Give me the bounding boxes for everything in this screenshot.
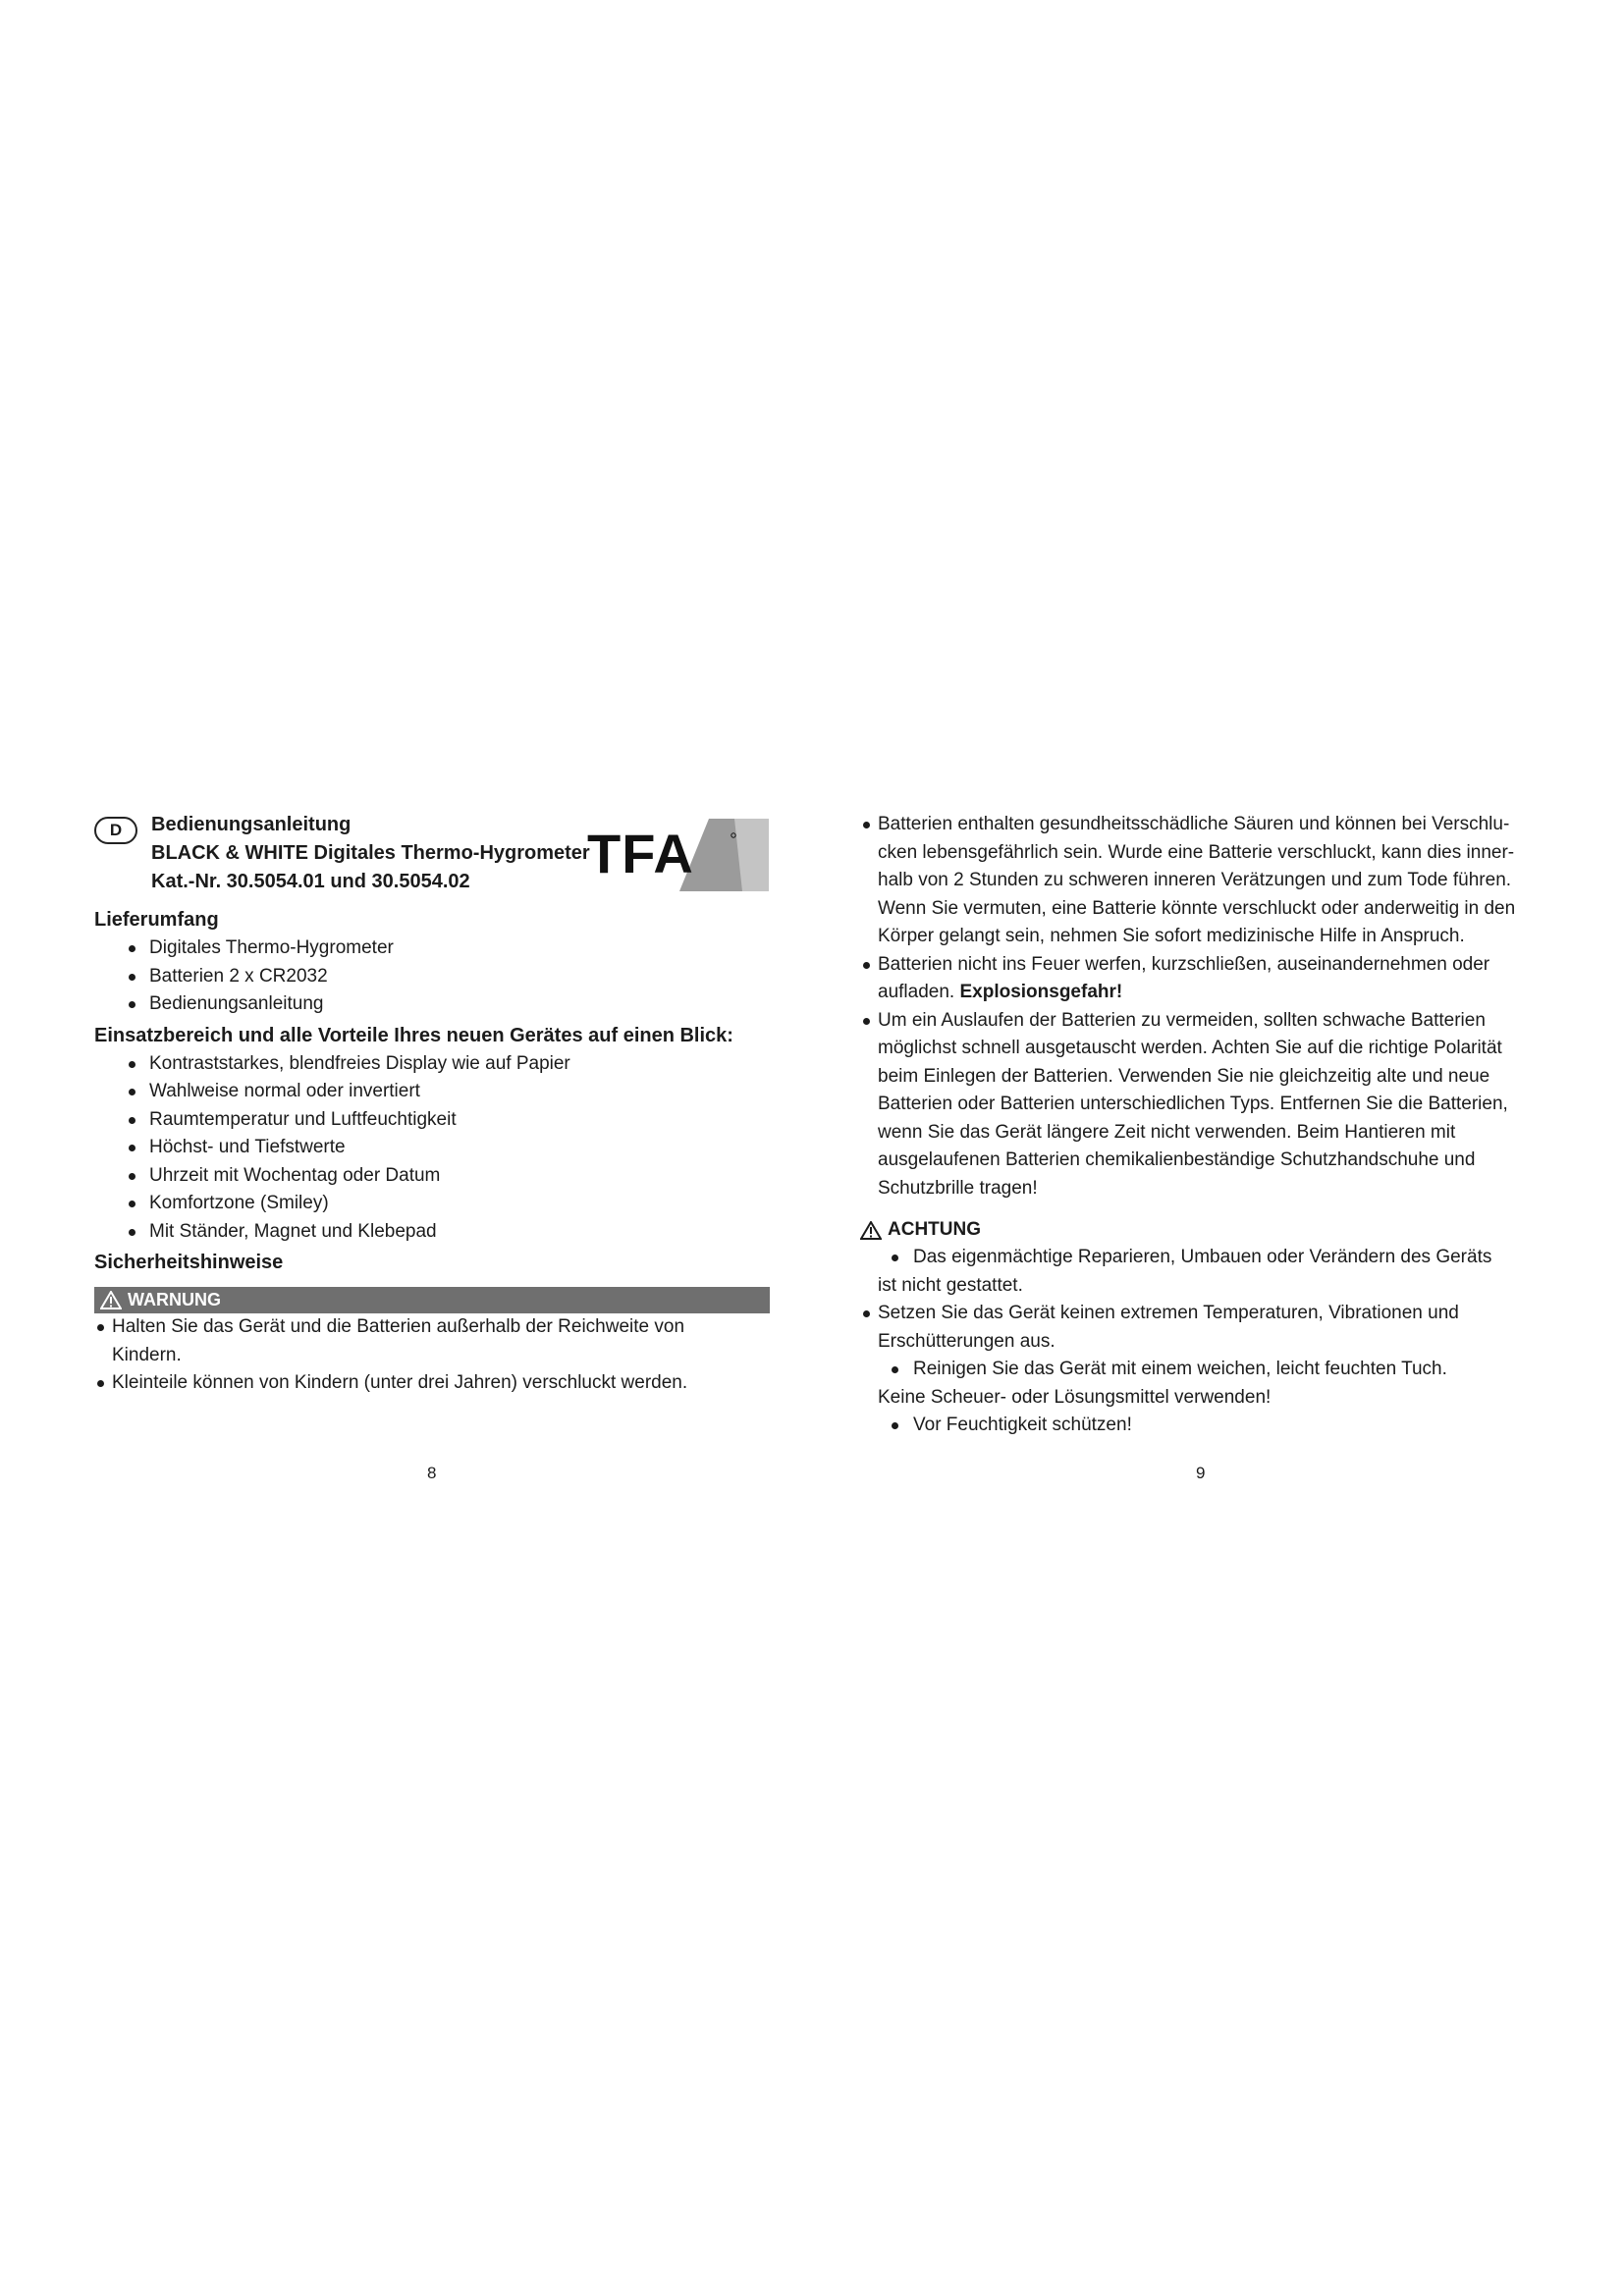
list-item: Batterien 2 x CR2032 — [94, 963, 770, 991]
warning-bar — [94, 1287, 770, 1313]
caution-point: Vor Feuchtigkeit schützen! — [860, 1412, 1538, 1440]
warning-label: WARNUNG — [128, 1290, 221, 1309]
delivery-list — [94, 934, 770, 1019]
tfa-logo — [585, 819, 769, 891]
manual-header — [94, 811, 770, 903]
product-name: BLACK & WHITE Digitales Thermo-Hygrometer — [151, 842, 590, 864]
caution-label: ACHTUNG — [888, 1219, 981, 1240]
warning-triangle-icon — [860, 1221, 882, 1240]
list-item: Digitales Thermo-Hygrometer — [94, 934, 770, 963]
battery-warning-leak: Um ein Auslaufen der Batterien zu vermeiden, sollten schwache Batterien möglichst schnell ausgetauscht werden. Achten Sie auf die richtige Polarität beim Einlegen der Batterien. Verwenden Sie nie gleichzeitig alte und neue Batterien oder Batterien unterschiedlichen Typs. Entfernen Sie die Batterien, wenn Sie das Gerät längere Zeit nicht verwenden. Beim Hantieren mit ausgelaufenen Batterien chemikalienbeständige Schutzhandschuhe und Schutzbrille tragen! — [860, 1007, 1538, 1203]
explosion-warning: Explosionsgefahr! — [959, 982, 1123, 1002]
list-item: Wahlweise normal oder invertiert — [94, 1078, 770, 1106]
caution-heading — [860, 1216, 1538, 1244]
caution-point: Das eigenmächtige Reparieren, Umbauen oder Verändern des Geräts — [860, 1244, 1538, 1272]
safety-point: Kleinteile können von Kindern (unter drei Jahren) verschluckt werden. — [94, 1369, 770, 1398]
page-number-left: 8 — [427, 1464, 437, 1482]
safety-point: Halten Sie das Gerät und die Batterien außerhalb der Reichweite von Kindern. — [94, 1313, 770, 1369]
warning-triangle-icon — [100, 1291, 122, 1309]
caution-point-cont: Keine Scheuer- oder Lösungsmittel verwenden! — [878, 1386, 1272, 1408]
battery-warning-acid: Batterien enthalten gesundheitsschädliche Säuren und können bei Verschlu- cken lebensgefährlich sein. Wurde eine Batterie verschluckt, kann dies inner- halb von 2 Stunden zu schweren inneren Verätzungen und zum Tode führen. Wenn Sie vermuten, eine Batterie könnte verschluckt oder anderweitig in den Körper gelangt sein, nehmen Sie sofort medizinische Hilfe in Anspruch. — [860, 811, 1538, 951]
battery-warning-fire: Batterien nicht ins Feuer werfen, kurzschließen, auseinandernehmen oder aufladen. Explosionsgefahr! — [860, 951, 1538, 1007]
right-page — [860, 811, 1538, 1440]
delivery-title: Lieferumfang — [94, 909, 219, 931]
list-item: Uhrzeit mit Wochentag oder Datum — [94, 1162, 770, 1191]
safety-title: Sicherheitshinweise — [94, 1252, 284, 1273]
catalog-number: Kat.-Nr. 30.5054.01 und 30.5054.02 — [151, 871, 470, 892]
list-item: Komfortzone (Smiley) — [94, 1190, 770, 1218]
language-badge: D — [94, 817, 137, 844]
logo-text: TFA — [587, 823, 694, 884]
list-item: Bedienungsanleitung — [94, 990, 770, 1019]
list-item: Höchst- und Tiefstwerte — [94, 1134, 770, 1162]
features-title: Einsatzbereich und alle Vorteile Ihres neuen Gerätes auf einen Blick: — [94, 1024, 733, 1046]
page-number-right: 9 — [1196, 1464, 1206, 1482]
header-text — [151, 811, 590, 896]
caution-point: Setzen Sie das Gerät keinen extremen Temperaturen, Vibrationen und Erschütterungen aus. — [860, 1300, 1538, 1356]
caution-point-cont: ist nicht gestattet. — [878, 1274, 1023, 1296]
features-list — [94, 1050, 770, 1247]
caution-point: Reinigen Sie das Gerät mit einem weichen, leicht feuchten Tuch. — [860, 1356, 1538, 1384]
list-item: Raumtemperatur und Luftfeuchtigkeit — [94, 1106, 770, 1135]
list-item: Kontraststarkes, blendfreies Display wie auf Papier — [94, 1050, 770, 1079]
list-item: Mit Ständer, Magnet und Klebepad — [94, 1218, 770, 1247]
left-page — [94, 811, 770, 1398]
manual-title: Bedienungsanleitung — [151, 814, 352, 835]
